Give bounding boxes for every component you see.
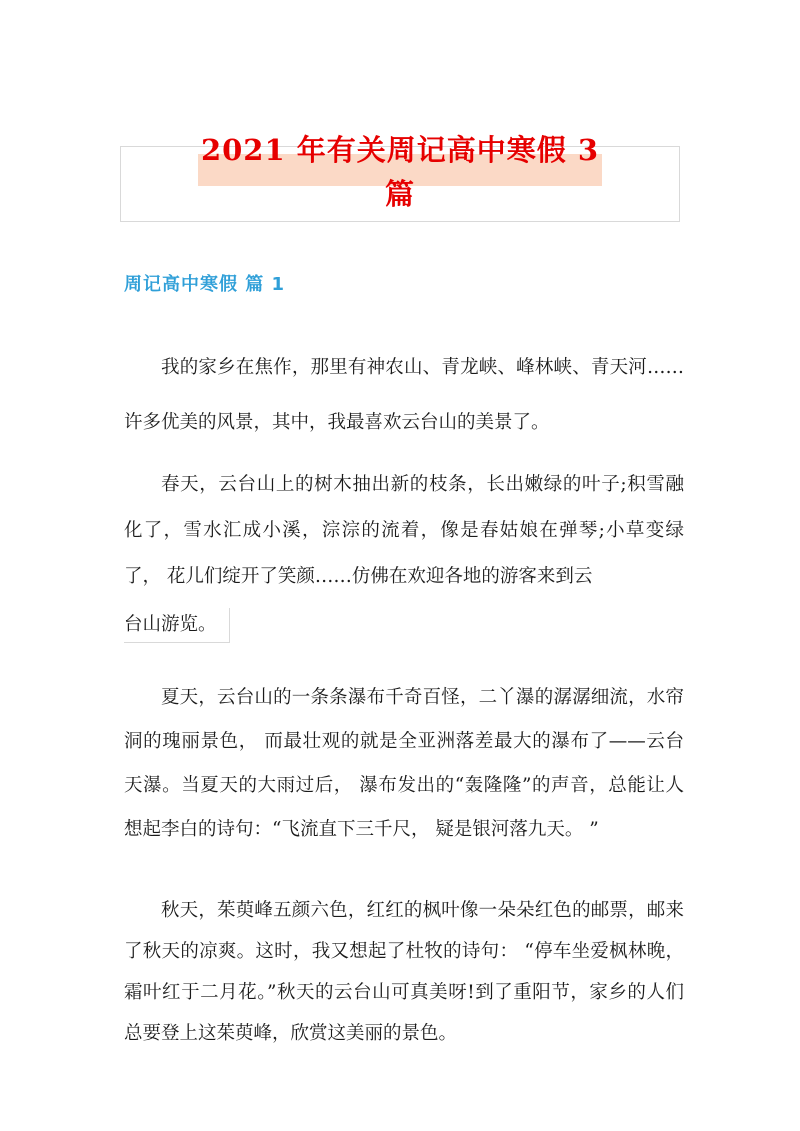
paragraph-spring: 春天，云台山上的树木抽出新的枝条，长出嫩绿的叶子;积雪融化了，雪水汇成小溪，淙淙的流着，像是春姑娘在弹琴;小草变绿了， 花儿们绽开了笑颜……仿佛在欢迎各地的游客来到云: [124, 474, 684, 587]
title-block: [198, 128, 602, 211]
document-title: 2021 年有关周记高中寒假 3 篇: [200, 133, 600, 211]
paragraph-autumn: 秋天，茱萸峰五颜六色，红红的枫叶像一朵朵红色的邮票，邮来了秋天的凉爽。这时，我又想起了杜牧的诗句： “停车坐爱枫林晚，霜叶红于二月花。”秋天的云台山可真美呀!到了重阳节，家乡的人们总要登上这茱萸峰，欣赏这美丽的景色。: [124, 900, 684, 1044]
section-heading: 周记高中寒假 篇 1: [124, 274, 286, 295]
paragraph-summer: 夏天，云台山的一条条瀑布千奇百怪，二丫瀑的潺潺细流，水帘洞的瑰丽景色， 而最壮观的就是全亚洲落差最大的瀑布了——云台天瀑。当夏天的大雨过后， 瀑布发出的“轰隆隆”的声音，总能让人想起李白的诗句：“飞流直下三千尺， 疑是银河落九天。 ”: [124, 687, 684, 840]
paragraph-spring-end: 台山游览。: [124, 608, 230, 643]
paragraph-hometown: 我的家乡在焦作，那里有神农山、青龙峡、峰林峡、青天河……许多优美的风景，其中，我最喜欢云台山的美景了。: [124, 357, 684, 433]
